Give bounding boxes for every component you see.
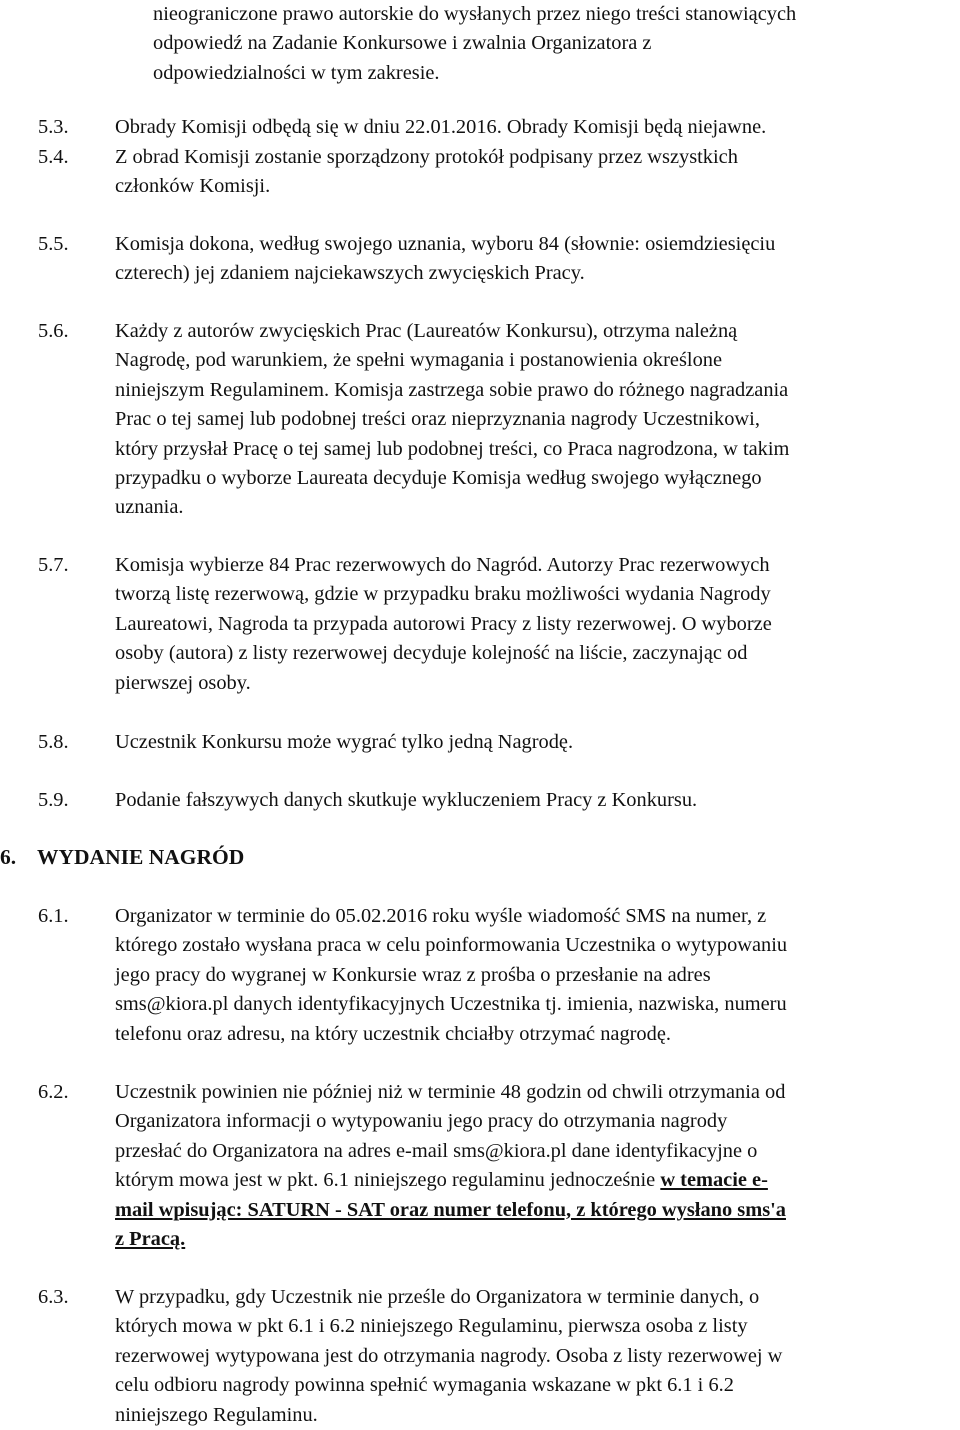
clause-number: 6.1. [38,905,69,927]
text-line: odpowiedź na Zadanie Konkursowe i zwalnia Organizatora z [153,32,652,55]
text-line: nieograniczone prawo autorskie do wysłanych przez niego treści stanowiących [153,3,797,25]
text-line: czterech) jej zdaniem najciekawszych zwycięskich Pracy. [115,262,585,285]
text-line-mixed [115,1166,960,1195]
text-line: Z obrad Komisji zostanie sporządzony protokół podpisany przez wszystkich [115,146,738,168]
section-title: WYDANIE NAGRÓD [37,845,245,869]
clause-text [115,786,960,815]
clause-text [115,1078,960,1254]
clause-text [115,1283,960,1430]
emphasized-text: w temacie e- [660,1169,768,1192]
text-line: Uczestnik Konkursu może wygrać tylko jedną Nagrodę. [115,731,574,753]
text-line: telefonu oraz adresu, na który uczestnik chciałby otrzymać nagrodę. [115,1022,671,1045]
text-line: pierwszej osoby. [115,671,251,694]
text-line: odpowiedzialności w tym zakresie. [153,61,440,84]
text-line: Prac o tej samej lub podobnej treści oraz nieprzyznania nagrody Uczestnikowi, [115,408,760,431]
clause-text [115,317,960,523]
text-line: Komisja wybierze 84 Prac rezerwowych do Nagród. Autorzy Prac rezerwowych [115,554,770,576]
text-line: Organizatora informacji o wytypowaniu jego pracy do otrzymania nagrody [115,1110,728,1133]
text-line: Laureatowi, Nagroda ta przypada autorowi Pracy z listy rezerwowej. O wyborze [115,612,772,635]
text-line: którego zostało wysłana praca w celu poinformowania Uczestnika o wytypowaniu [115,934,788,957]
text-line: Podanie fałszywych danych skutkuje wykluczeniem Pracy z Konkursu. [115,789,698,811]
text-line: osoby (autora) z listy rezerwowej decyduje kolejność na liście, zaczynając od [115,642,748,665]
text-line: Organizator w terminie do 05.02.2016 roku wyśle wiadomość SMS na numer, z [115,905,767,927]
text-line: których mowa w pkt 6.1 i 6.2 niniejszego Regulaminu, pierwsza osoba z listy [115,1315,748,1338]
clause-number: 6.3. [38,1286,69,1308]
section-number: 6. [0,845,17,869]
text-line: niniejszego Regulaminu. [115,1403,318,1426]
text-line: Obrady Komisji odbędą się w dniu 22.01.2016. Obrady Komisji będą niejawne. [115,116,767,138]
clause-text [115,551,960,698]
clause-number: 5.3. [38,116,69,138]
text-line: sms@kiora.pl danych identyfikacyjnych Uczestnika tj. imienia, nazwiska, numeru [115,993,787,1016]
intro-text [153,0,960,88]
clause-number: 5.9. [38,789,69,811]
text-line: niniejszym Regulaminem. Komisja zastrzega sobie prawo do różnego nagradzania [115,378,789,401]
clause-number: 6.2. [38,1081,69,1103]
clause-text [115,902,960,1049]
text-line: uznania. [115,496,184,519]
text-line: jego pracy do wygranej w Konkursie wraz z prośba o przesłanie na adres [115,963,711,986]
text-line: który przysłał Pracę o tej samej lub podobnej treści, co Praca nagrodzona, w takim [115,437,790,460]
clause-text [115,728,960,757]
clause-number: 5.8. [38,731,69,753]
emphasized-line: z Pracą. [115,1227,186,1250]
text-line: przesłać do Organizatora na adres e-mail sms@kiora.pl dane identyfikacyjne o [115,1139,758,1162]
clause-text [115,113,960,142]
text-line: celu odbioru nagrody powinna spełnić wymagania wskazane w pkt 6.1 i 6.2 [115,1374,734,1397]
clause-number: 5.4. [38,146,69,168]
emphasized-line: mail wpisując: SATURN - SAT oraz numer telefonu, z którego wysłano sms'a [115,1198,786,1221]
text-line: członków Komisji. [115,175,271,198]
text-line: rezerwowej wytypowana jest do otrzymania nagrody. Osoba z listy rezerwowej w [115,1344,783,1367]
text-span: którym mowa jest w pkt. 6.1 niniejszego regulaminu jednocześnie [115,1169,661,1192]
text-line: Uczestnik powinien nie później niż w terminie 48 godzin od chwili otrzymania od [115,1081,786,1103]
text-line: Komisja dokona, według swojego uznania, wyboru 84 (słownie: osiemdziesięciu [115,233,776,255]
clause-text [115,143,960,202]
text-line: Nagrodę, pod warunkiem, że spełni wymagania i postanowienia określone [115,349,723,372]
text-line: Każdy z autorów zwycięskich Prac (Laureatów Konkursu), otrzyma należną [115,320,738,342]
clause-number: 5.6. [38,320,69,342]
text-line: przypadku o wyborze Laureata decyduje Komisja według swojego wyłącznego [115,466,762,489]
text-line: W przypadku, gdy Uczestnik nie prześle do Organizatora w terminie danych, o [115,1286,760,1308]
clause-number: 5.7. [38,554,69,576]
clause-text [115,230,960,289]
text-line: tworzą listę rezerwową, gdzie w przypadku braku możliwości wydania Nagrody [115,583,771,606]
clause-number: 5.5. [38,233,69,255]
